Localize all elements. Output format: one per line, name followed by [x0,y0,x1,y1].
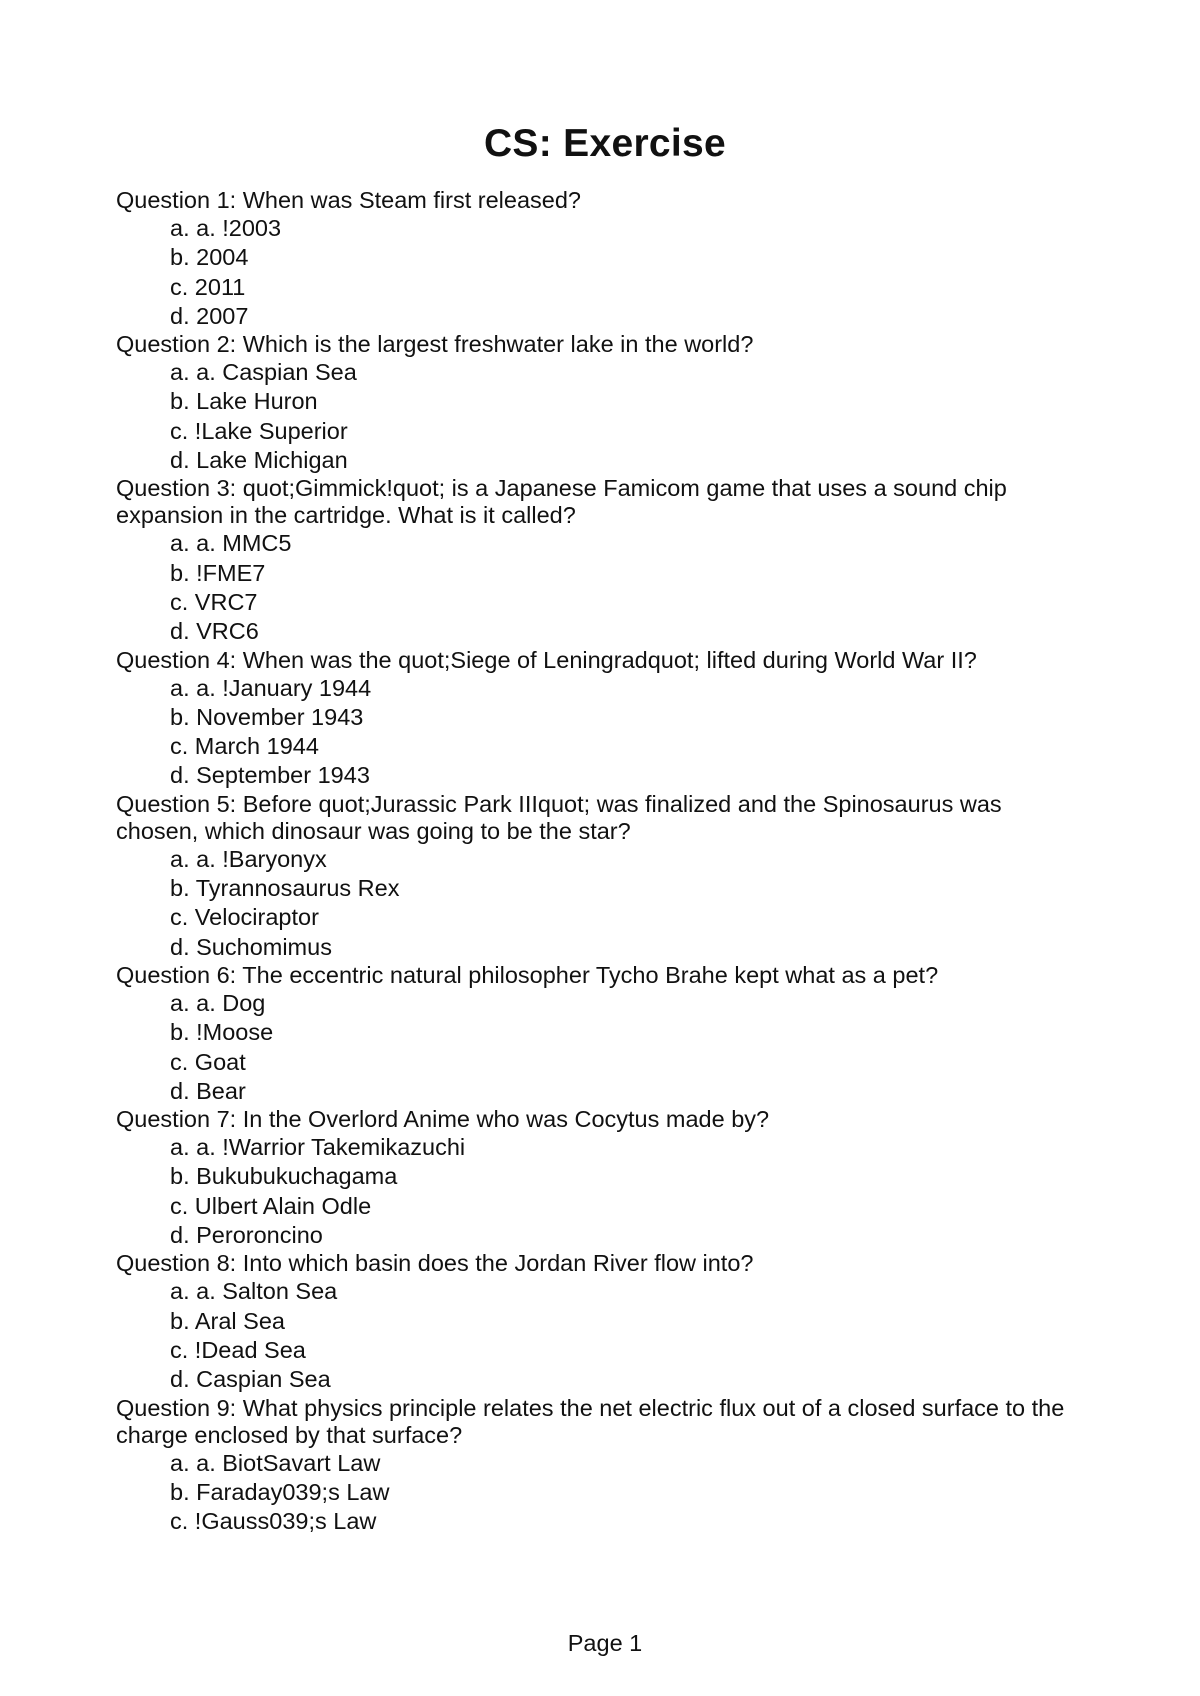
option-item: a. a. !January 1944 [170,674,372,701]
question-block [116,331,1076,475]
question-text: Question 7: In the Overlord Anime who was Cocytus made by? [116,1106,770,1133]
question-text: Question 3: quot;Gimmick!quot; is a Japanese Famicom game that uses a sound chip expansion in the cartridge. What is it called? [116,475,1007,529]
option-list [116,529,1076,646]
option-item: b. !FME7 [170,559,266,586]
option-item: a. a. !Warrior Takemikazuchi [170,1134,466,1161]
option-item: d. VRC6 [170,618,259,645]
question-block [116,187,1076,331]
option-item: c. Ulbert Alain Odle [170,1192,372,1219]
option-item: c. VRC7 [170,588,258,615]
option-item: a. a. !2003 [170,215,282,241]
question-list [116,187,1076,1536]
option-item: c. Velociraptor [170,904,319,931]
option-list [116,1133,1076,1250]
option-list [116,1449,1076,1537]
question-block [116,962,1076,1106]
question-block [116,475,1076,646]
option-item: a. a. !Baryonyx [170,845,327,872]
question-block [116,1250,1076,1394]
question-block [116,1395,1076,1537]
option-item: a. a. Caspian Sea [170,359,357,386]
option-item: a. a. Dog [170,989,266,1016]
option-item: b. !Moose [170,1019,274,1046]
option-item: d. September 1943 [170,762,370,789]
option-item: c. 2011 [170,273,246,300]
option-item: a. a. BiotSavart Law [170,1449,381,1476]
question-text: Question 6: The eccentric natural philosopher Tycho Brahe kept what as a pet? [116,961,939,988]
option-item: b. Lake Huron [170,388,318,415]
option-item: d. Bear [170,1077,246,1104]
option-item: b. 2004 [170,244,249,271]
option-list [116,674,1076,791]
option-item: d. Suchomimus [170,933,332,960]
question-text: Question 9: What physics principle relates the net electric flux out of a closed surface to the charge enclosed by that surface? [116,1394,1065,1448]
question-text: Question 5: Before quot;Jurassic Park IIIquot; was finalized and the Spinosaurus was chosen, which dinosaur was going to be the star? [116,790,1002,844]
question-block [116,647,1076,791]
question-text: Question 1: When was Steam first released? [116,187,581,213]
option-item: d. Lake Michigan [170,447,348,474]
question-block [116,791,1076,962]
option-item: b. Tyrannosaurus Rex [170,875,400,902]
option-item: b. Aral Sea [170,1307,285,1334]
page-number: Page 1 [567,1630,643,1656]
option-list [116,989,1076,1106]
option-item: d. 2007 [170,302,249,329]
option-item: b. Bukubukuchagama [170,1163,398,1190]
option-item: a. a. MMC5 [170,530,292,557]
option-item: a. a. Salton Sea [170,1278,338,1305]
option-item: d. Caspian Sea [170,1366,331,1393]
option-list [116,214,1076,331]
option-item: c. !Gauss039;s Law [170,1508,377,1535]
option-item: c. Goat [170,1048,246,1075]
option-item: b. November 1943 [170,703,364,730]
page-title: CS: Exercise [483,122,727,165]
question-text: Question 2: Which is the largest freshwater lake in the world? [116,331,754,358]
question-block [116,1106,1076,1250]
option-list [116,358,1076,475]
option-item: c. !Dead Sea [170,1336,306,1363]
option-list [116,845,1076,962]
option-list [116,1277,1076,1394]
question-text: Question 8: Into which basin does the Jordan River flow into? [116,1250,754,1277]
option-item: c. !Lake Superior [170,417,348,444]
option-item: d. Peroroncino [170,1222,323,1249]
option-item: c. March 1944 [170,733,319,760]
option-item: b. Faraday039;s Law [170,1478,390,1505]
question-text: Question 4: When was the quot;Siege of Leningradquot; lifted during World War II? [116,646,977,673]
